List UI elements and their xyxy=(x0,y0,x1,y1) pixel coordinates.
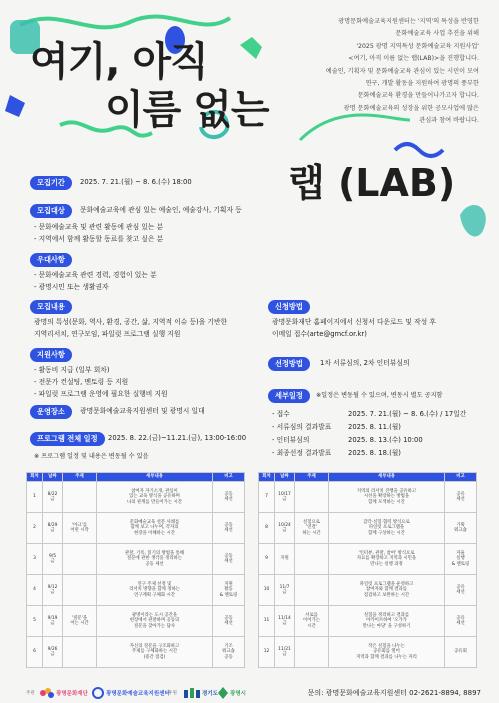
venue-value: 광명문화예술교육지원센터 및 광명시 일대 xyxy=(80,407,205,415)
contact-info: 문의: 광명문화예술교육지원센터 02-2621-8894, 8897 xyxy=(307,689,481,697)
timeline-date: 2025. 8. 18.(월) xyxy=(348,449,401,457)
table-row xyxy=(259,513,477,544)
content-label: 모집내용 xyxy=(30,300,72,314)
cell-round: 8 xyxy=(259,513,275,544)
cell-detail: 자신의 질문을 구조화하고 주제를 구체화하는 시간 (중간 점검) xyxy=(97,637,213,668)
cell-date: 11/21 금 xyxy=(275,637,295,668)
table-row xyxy=(27,606,245,637)
cell-round: 9 xyxy=(259,544,275,575)
schedule-value: 2025. 8. 22.(금)~11.21.(금), 13:00-16:00 xyxy=(108,434,247,442)
support-item: - 파일럿 프로그램 운영에 필요한 실행비 지원 xyxy=(34,390,168,398)
target-item: - 지역에서 함께 활동할 동료를 찾고 싶은 분 xyxy=(34,235,164,243)
cell-note: 공동 세션 xyxy=(213,513,245,544)
cell-detail: 실험을 정리하고 결과를 아카이브하여 '오가가 만나는 마당' 을 구성하기 xyxy=(329,606,445,637)
cell-date: 지원 xyxy=(275,544,295,575)
intro-line: 광명문화예술교육지원센터는 '지역'의 특성을 반영한 xyxy=(338,18,479,25)
intro-line: <여기, 아직 이름 없는 랩(LAB)>을 진행합니다. xyxy=(348,55,479,63)
table-header-row xyxy=(259,473,477,482)
center-logo xyxy=(92,686,170,700)
table-header: 주제 xyxy=(295,473,329,482)
table-header: 주제 xyxy=(63,473,97,482)
cell-date: 9/5 금 xyxy=(43,544,63,575)
table-header: 세부내용 xyxy=(329,473,445,482)
cell-detail: '인터뷰, 관찰, 참여' 방식으로 자료를 확장하고 지역과 시민을 만나는 실행 과정 xyxy=(329,544,445,575)
org-label: 주관 xyxy=(26,691,35,696)
cell-note: 기획 워크숍 xyxy=(445,513,477,544)
cell-detail: 작은 실험을 나누는 공유회를 열어 지역과 함께 결과를 나누는 자리 xyxy=(329,637,445,668)
support-label: 지원사항 xyxy=(30,348,72,362)
cell-topic: '아크'를 어떤 시작 xyxy=(63,513,97,544)
intro-line: 문화예술교육 사업 추진을 위해 xyxy=(395,30,479,38)
timeline-date: 2025. 7. 21.(월) ~ 8. 6.(수) / 17일간 xyxy=(348,410,467,418)
cell-date: 9/12 금 xyxy=(43,575,63,606)
table-row xyxy=(27,513,245,544)
preference-label: 우대사항 xyxy=(30,253,72,267)
org1-name: 광명문화재단 xyxy=(56,691,88,697)
selection-value: 1차 서류심의, 2차 인터뷰심의 xyxy=(320,359,410,367)
intro-line: 관심과 참여 바랍니다. xyxy=(419,117,479,125)
cell-date: 10/17 금 xyxy=(275,482,295,513)
cell-note: 자율 실행 & 멘토링 xyxy=(445,544,477,575)
cell-topic: 실험으로 '연결' 하는 시간 xyxy=(295,513,329,544)
schedule-label: 프로그램 전체 일정 xyxy=(30,432,105,446)
intro-line: 예술인, 기획자 및 문화예술교육 관심이 있는 시민이 모여 xyxy=(325,67,479,75)
footer xyxy=(0,682,499,703)
venue-label: 운영장소 xyxy=(30,405,72,419)
cell-round: 6 xyxy=(27,637,43,668)
cell-round: 10 xyxy=(259,575,275,606)
preference-item: - 광명시민 또는 생활권자 xyxy=(34,283,109,291)
content-item: 지역리서치, 연구모임, 파일럿 프로그램 실행 지원 xyxy=(34,330,181,338)
center-logo-icon xyxy=(92,687,104,699)
cell-note: 공유 세션 xyxy=(445,606,477,637)
title-lab: 랩 (LAB) xyxy=(288,161,456,205)
cell-topic xyxy=(295,575,329,606)
table-row xyxy=(259,637,477,668)
gwangmyeong-logo xyxy=(218,686,246,700)
gmcf-logo xyxy=(40,686,88,700)
cell-topic: '질문'을 어는 시간 xyxy=(63,606,97,637)
cell-note: 지원 활동 & 멘토링 xyxy=(213,575,245,606)
apply-label: 신청방법 xyxy=(268,300,310,314)
cell-topic xyxy=(295,482,329,513)
timeline-name: - 최종선정 결과발표 xyxy=(272,449,332,457)
cell-round: 4 xyxy=(27,575,43,606)
title-line2: 이름 없는 xyxy=(105,87,269,133)
cell-topic xyxy=(63,637,97,668)
target-item: - 문화예술교육 및 관련 활동에 관심 있는 분 xyxy=(34,223,164,231)
table-row xyxy=(259,606,477,637)
cell-detail: 참여자 자기소개, 관심이 있는 교육 방식을 공유하며 나의 관계를 만들어가는 시간 xyxy=(97,482,213,513)
sponsor2-name: 광명시 xyxy=(230,691,246,697)
content-item: 광명의 특성(문화, 역사, 환경, 공간, 삶, 지역적 이슈 등)을 기반한 xyxy=(34,318,228,326)
cell-round: 12 xyxy=(259,637,275,668)
cell-detail: 파일럿 프로그램을 운영하고 참여자와 함께 결과를 점검하고 보완하는 시간 xyxy=(329,575,445,606)
gmcf-logo-icon xyxy=(40,687,54,699)
cell-round: 1 xyxy=(27,482,43,513)
cell-date: 8/29 금 xyxy=(43,513,63,544)
cell-round: 7 xyxy=(259,482,275,513)
timeline-name: - 인터뷰심의 xyxy=(272,436,310,444)
apply-item: 광명문화재단 홈페이지에서 신청서 다운로드 및 작성 후 xyxy=(272,318,436,326)
cell-round: 11 xyxy=(259,606,275,637)
cell-round: 2 xyxy=(27,513,43,544)
cell-detail: 광명이라는 도시 공간을 현장에서 관찰하며 공동의 질문을 찾아가는 답사 xyxy=(97,606,213,637)
period-label: 모집기간 xyxy=(30,176,72,190)
table-header: 비고 xyxy=(213,473,245,482)
cell-topic xyxy=(295,637,329,668)
support-item: - 전문가 컨설팅, 멘토링 등 지원 xyxy=(34,378,129,386)
schedule-note: ※ 프로그램 일정 및 내용은 변동될 수 있음 xyxy=(34,453,149,460)
intro-line: 연구, 개발 활동을 지원하여 광명의 풍부한 xyxy=(365,80,479,88)
selection-label: 선정방법 xyxy=(268,357,310,371)
period-value: 2025. 7. 21.(월) ~ 8. 6.(수) 18:00 xyxy=(80,178,192,186)
timeline-label: 세부일정 xyxy=(268,389,310,403)
cell-detail: 연구 주제 선정 및 리서치 방향을 함께 정하는 연구계획 구체화 시간 xyxy=(97,575,213,606)
title-line1: 여기, 아직 xyxy=(30,39,208,85)
cell-topic xyxy=(63,544,97,575)
cell-topic xyxy=(63,482,97,513)
cell-date: 11/14 금 xyxy=(275,606,295,637)
cell-topic xyxy=(63,575,97,606)
org2-name: 광명문화예술교육지원센터 xyxy=(106,691,170,697)
gyeonggi-logo-icon xyxy=(184,688,200,698)
cell-date: 9/19 금 xyxy=(43,606,63,637)
cell-date: 10/24 금 xyxy=(275,513,295,544)
apply-item: 이메일 접수(arte@gmcf.or.kr) xyxy=(272,330,367,338)
timeline-date: 2025. 8. 11.(월) xyxy=(348,423,401,431)
cell-note: 공동 세션 xyxy=(213,482,245,513)
target-value: 문화예술교육에 관심 있는 예술인, 예술강사, 기획자 등 xyxy=(80,206,242,214)
cell-round: 5 xyxy=(27,606,43,637)
cell-detail: 감각·실험·협력 방식으로 파일럿 프로그램을 함께 구상하는 시간 xyxy=(329,513,445,544)
table-row xyxy=(259,544,477,575)
cell-detail: 지역의 리서치 진행을 공유하고 시선을 확장하는 방법을 함께 모색하는 시간 xyxy=(329,482,445,513)
preference-item: - 문화예술교육 관련 경력, 경험이 있는 분 xyxy=(34,271,157,279)
table-header: 비고 xyxy=(445,473,477,482)
cell-detail: 문화예술교육 설문 사례를 함께 보고 나누며, 각자의 현장을 이해하는 시간 xyxy=(97,513,213,544)
gwangmyeong-logo-icon xyxy=(218,687,228,699)
intro-text xyxy=(224,16,479,128)
table-row xyxy=(27,482,245,513)
target-label: 모집대상 xyxy=(30,204,72,218)
sponsor-label: 후원 xyxy=(168,691,177,696)
table-header: 회차 xyxy=(27,473,43,482)
cell-date: 8/22 금 xyxy=(43,482,63,513)
cell-note: 공동 세션 xyxy=(213,544,245,575)
table-header: 날짜 xyxy=(275,473,295,482)
timeline-name: - 접수 xyxy=(272,410,290,418)
cell-note: 공유 세션 xyxy=(445,482,477,513)
cell-topic xyxy=(295,544,329,575)
table-row xyxy=(259,482,477,513)
table-row xyxy=(259,575,477,606)
cell-note: 공동 세션 xyxy=(213,606,245,637)
timeline-date: 2025. 8. 13.(수) 10:00 xyxy=(348,436,423,444)
timeline-name: - 서류심의 결과발표 xyxy=(272,423,332,431)
cell-note: 공유회 xyxy=(445,637,477,668)
table-row xyxy=(27,544,245,575)
table-header: 날짜 xyxy=(43,473,63,482)
intro-line: 문화예술교육 환경을 만들어나가고자 합니다. xyxy=(357,92,479,100)
cell-date: 9/26 금 xyxy=(43,637,63,668)
gyeonggi-logo xyxy=(184,686,218,700)
cell-date: 11/7 금 xyxy=(275,575,295,606)
table-header: 세부내용 xyxy=(97,473,213,482)
intro-line: 광명 문화예술교육의 성장을 위한 공모사업에 많은 xyxy=(343,104,479,112)
intro-line: '2025 광명 지역특성 문화예술교육 지원사업' xyxy=(356,42,479,50)
schedule-table-left xyxy=(26,472,245,668)
sponsor1-name: 경기도 xyxy=(202,691,218,697)
schedule-table-right xyxy=(258,472,477,668)
cell-detail: 관찰, 기록, 읽기의 방법을 통해 질문에 관한 생각을 정리하는 공동 세션 xyxy=(97,544,213,575)
cell-round: 3 xyxy=(27,544,43,575)
cell-topic: 서로를 이어가는 시간 xyxy=(295,606,329,637)
table-header: 회차 xyxy=(259,473,275,482)
timeline-note: ※일정은 변동될 수 있으며, 변동시 별도 공지함 xyxy=(316,392,443,399)
cell-note: 공유 세션 xyxy=(445,575,477,606)
cell-note: 기조 워크숍 공동 xyxy=(213,637,245,668)
table-row xyxy=(27,575,245,606)
table-row xyxy=(27,637,245,668)
support-item: - 활동비 지급 (일부 회차) xyxy=(34,366,110,374)
table-header-row xyxy=(27,473,245,482)
